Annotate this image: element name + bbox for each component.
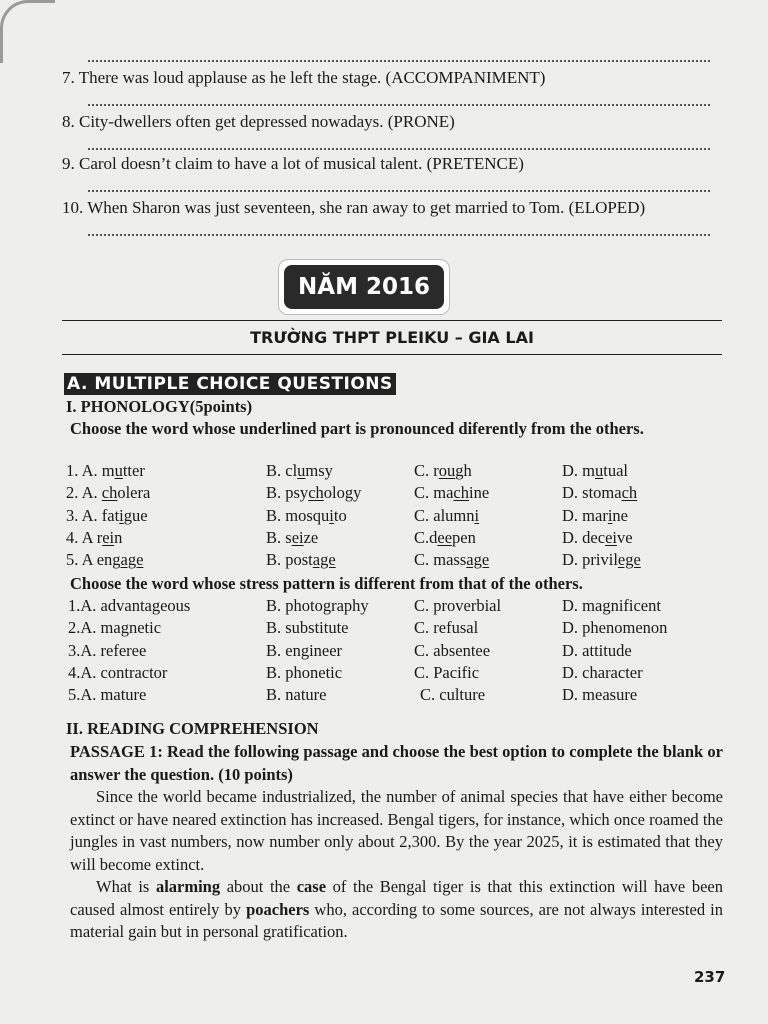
passage-paragraph: Since the world became industrialized, the number of animal species that have either become extinct or have neared extinction has increased. Bengal tigers, for instance, which once roamed the jungles in vast numbers, now number only about 2,300. By the year 2025, it is estimated that they will become extinct. <box>70 787 723 874</box>
answer-line <box>88 50 710 62</box>
option-item: C.deepen <box>414 527 476 547</box>
question-10: 10. When Sharon was just seventeen, she ran away to get married to Tom. (ELOPED) <box>62 198 646 217</box>
year-badge-label: NĂM 2016 <box>284 265 444 309</box>
page-number: 237 <box>694 968 726 986</box>
option-item: B. seize <box>266 527 319 547</box>
passage-paragraph: What is alarming about the case of the Bengal tiger is that this extinction will have been caused almost entirely by poachers who, according to some sources, are not always interested in material gain but in personal gratification. <box>70 877 723 941</box>
option-item: D. character <box>562 662 643 682</box>
option-item: 2. A. cholera <box>66 483 151 503</box>
option-item: B. mosquito <box>266 505 347 525</box>
option-item: C. Pacific <box>414 662 480 682</box>
option-item: D. mutual <box>562 461 628 480</box>
passage-instruction: PASSAGE 1: Read the following passage and choose the best option to complete the blank or answer the question. (10 points) <box>70 742 723 784</box>
option-item: B. phonetic <box>266 662 343 682</box>
question-8: 8. City-dwellers often get depressed nowadays. (PRONE) <box>62 112 455 131</box>
year-badge <box>278 259 450 315</box>
question-9: 9. Carol doesn’t claim to have a lot of musical talent. (PRETENCE) <box>62 154 524 173</box>
option-item: D. deceive <box>562 527 633 547</box>
option-item: 3.A. referee <box>68 640 147 660</box>
option-item: D. privilege <box>562 550 641 570</box>
answer-line <box>88 138 710 150</box>
phonology-instruction: Choose the word whose underlined part is pronounced diferently from the others. <box>70 419 644 438</box>
option-item: C. refusal <box>414 618 479 638</box>
option-item: D. phenomenon <box>562 618 668 638</box>
option-item: D. stomach <box>562 483 638 503</box>
option-item: 1. A. mutter <box>66 461 145 480</box>
option-item: C. machine <box>414 483 490 503</box>
option-item: B. postage <box>266 550 336 570</box>
section-heading: A. MULTIPLE CHOICE QUESTIONS <box>64 373 396 395</box>
passage-body <box>70 786 723 944</box>
option-item: 2.A. magnetic <box>68 618 162 638</box>
option-item: B. engineer <box>266 640 343 660</box>
option-item: C. massage <box>414 550 490 570</box>
question-7: 7. There was loud applause as he left the stage. (ACCOMPANIMENT) <box>62 68 546 87</box>
school-title: TRƯỜNG THPT PLEIKU – GIA LAI <box>250 328 534 347</box>
option-item: B. substitute <box>266 618 349 638</box>
answer-line <box>88 94 710 106</box>
page-corner-mark <box>0 0 55 63</box>
option-item: B. psychology <box>266 483 362 503</box>
option-item: C. culture <box>420 685 486 705</box>
option-item: 3. A. fatigue <box>66 505 148 525</box>
reading-heading: II. READING COMPREHENSION <box>66 719 319 738</box>
stress-instruction: Choose the word whose stress pattern is different from that of the others. <box>70 574 583 593</box>
option-item: C. rough <box>414 461 472 480</box>
option-item: 5. A engage <box>66 550 144 570</box>
option-item: C. proverbial <box>414 596 502 615</box>
phonology-heading: I. PHONOLOGY(5points) <box>66 397 253 416</box>
option-item: 4.A. contractor <box>68 662 168 682</box>
option-item: 1.A. advantageous <box>68 596 191 615</box>
option-item: B. photography <box>266 596 369 615</box>
divider <box>62 354 722 355</box>
option-item: D. measure <box>562 685 638 705</box>
option-item: C. absentee <box>414 640 491 660</box>
answer-line <box>88 224 710 236</box>
option-item: C. alumni <box>414 505 480 525</box>
option-item: B. nature <box>266 685 327 705</box>
option-item: D. attitude <box>562 640 632 660</box>
option-item: 5.A. mature <box>68 685 147 705</box>
option-item: D. marine <box>562 505 628 525</box>
divider <box>62 320 722 321</box>
option-item: D. magnificent <box>562 596 661 615</box>
option-item: B. clumsy <box>266 461 333 480</box>
option-item: 4. A rein <box>66 527 123 547</box>
answer-line <box>88 180 710 192</box>
